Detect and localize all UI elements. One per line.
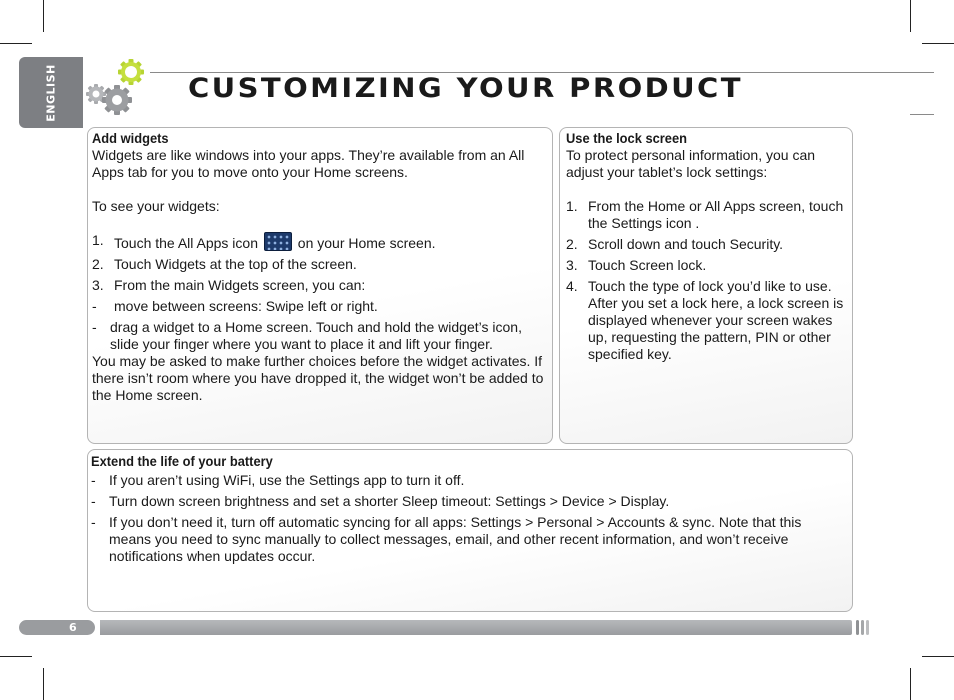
dash-marker: -: [91, 493, 96, 509]
crop-mark: [0, 656, 32, 657]
add-widgets-note: You may be asked to make further choices before the widget activates. If there isn’t room where you have dropped it, the widget won’t be added to the Home screen.: [92, 353, 544, 403]
crop-mark: [922, 656, 954, 657]
bullet-text: move between screens: Swipe left or right.: [114, 298, 378, 314]
add-widgets-lead: To see your widgets:: [92, 198, 220, 214]
lock-screen-heading: Use the lock screen: [566, 130, 687, 146]
list-item: [566, 278, 852, 363]
crop-mark: [43, 0, 44, 32]
add-widgets-steps: [92, 232, 548, 294]
step-text: Touch the type of lock you’d like to use. After you set a lock here, a lock screen is displayed whenever your screen wakes up, requesting the pattern, PIN or other specified key.: [588, 278, 844, 362]
crop-mark: [43, 668, 44, 700]
title-rule-end: [910, 114, 934, 115]
list-item: [566, 198, 852, 232]
gears-icon: [82, 56, 154, 124]
language-tab: [19, 57, 83, 128]
list-item: [92, 256, 548, 273]
step-number: 1.: [566, 198, 578, 214]
crop-mark: [0, 43, 32, 44]
dash-marker: -: [91, 472, 96, 488]
crop-mark: [922, 43, 954, 44]
battery-panel: [87, 449, 853, 612]
add-widgets-bullets: [92, 298, 548, 353]
list-item: [92, 298, 548, 315]
step-number: 2.: [92, 256, 104, 272]
step-text: on your Home screen.: [297, 235, 436, 251]
dash-marker: -: [91, 514, 96, 530]
page-number-pill: [19, 620, 95, 635]
list-item: [92, 319, 548, 353]
dash-marker: -: [92, 298, 97, 314]
lock-screen-intro: To protect personal information, you can adjust your tablet’s lock settings:: [566, 147, 816, 180]
step-number: 3.: [566, 257, 578, 273]
bullet-text: drag a widget to a Home screen. Touch and hold the widget’s icon, slide your finger where you want to place it and lift your finger.: [110, 319, 522, 352]
all-apps-icon: [264, 232, 292, 251]
page-title: CUSTOMIZING YOUR PRODUCT: [188, 72, 743, 104]
bullet-text: Turn down screen brightness and set a shorter Sleep timeout: Settings > Device > Display.: [109, 493, 670, 509]
crop-mark: [910, 668, 911, 700]
list-item: [92, 232, 548, 252]
step-text: Touch the All Apps icon: [114, 235, 258, 251]
list-item: [91, 493, 828, 510]
step-text: Touch Widgets at the top of the screen.: [114, 256, 357, 272]
add-widgets-intro: Widgets are like windows into your apps. They’re available from an All Apps tab for you to move onto your Home screens.: [92, 147, 525, 180]
step-text: Scroll down and touch Security.: [588, 236, 784, 252]
step-text: From the main Widgets screen, you can:: [114, 277, 366, 293]
add-widgets-panel: [87, 127, 553, 444]
step-number: 2.: [566, 236, 578, 252]
battery-bullets: [91, 472, 848, 565]
list-item: [91, 514, 828, 565]
page-number: 6: [69, 621, 77, 634]
footer-bars-icon: [856, 620, 876, 635]
lock-screen-steps: [566, 198, 852, 363]
battery-heading: Extend the life of your battery: [91, 453, 273, 469]
list-item: [566, 257, 852, 274]
list-item: [92, 277, 548, 294]
dash-marker: -: [92, 319, 97, 335]
step-number: 4.: [566, 278, 578, 294]
list-item: [91, 472, 828, 489]
step-text: From the Home or All Apps screen, touch the Settings icon .: [588, 198, 844, 231]
add-widgets-heading: Add widgets: [92, 130, 169, 146]
step-text: Touch Screen lock.: [588, 257, 707, 273]
crop-mark: [910, 0, 911, 32]
language-label: ENGLISH: [44, 63, 58, 122]
step-number: 1.: [92, 232, 104, 248]
lock-screen-panel: [559, 127, 853, 444]
step-number: 3.: [92, 277, 104, 293]
bullet-text: If you don’t need it, turn off automatic syncing for all apps: Settings > Personal > Accounts & sync. Note that this means you need to sync manually to collect messages, email, and other recent information, and won’t receive notifications when updates occur.: [109, 514, 802, 564]
footer-bar: [100, 620, 852, 635]
list-item: [566, 236, 852, 253]
bullet-text: If you aren’t using WiFi, use the Settings app to turn it off.: [109, 472, 465, 488]
